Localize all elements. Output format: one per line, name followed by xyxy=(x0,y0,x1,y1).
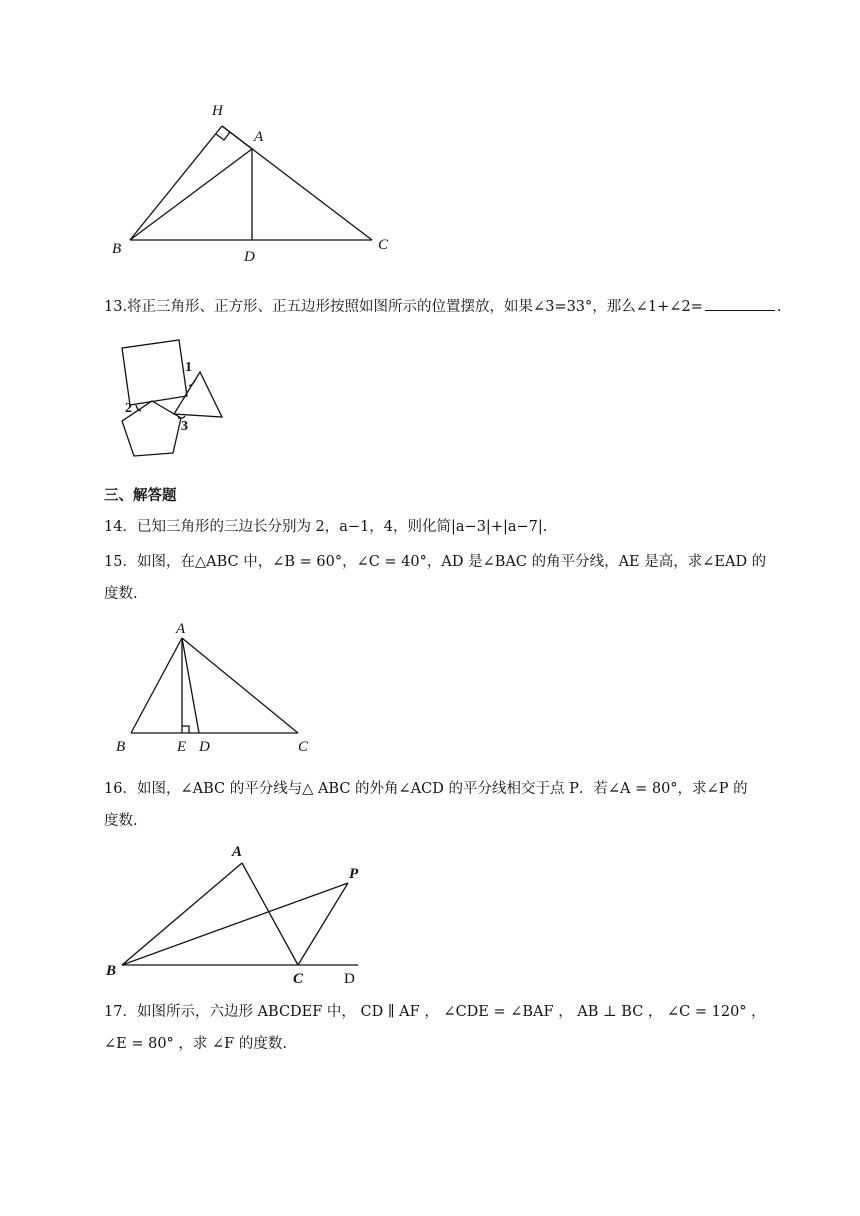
label-b: B xyxy=(106,963,117,979)
right-angle-mark-e xyxy=(182,726,189,733)
answer-blank xyxy=(705,296,775,311)
segment-ac xyxy=(182,638,298,733)
segment-bh xyxy=(130,126,222,240)
label-e: E xyxy=(177,739,187,755)
question-16-line2: 度数. xyxy=(104,813,138,829)
angle-label-1: 1 xyxy=(185,360,192,375)
label-d: D xyxy=(199,739,210,755)
segment-cp xyxy=(298,883,348,965)
angle-label-3: 3 xyxy=(181,419,188,434)
question-16-line1: 16．如图，∠ABC 的平分线与△ ABC 的外角∠ACD 的平分线相交于点 P．若∠A = 80°，求∠P 的 xyxy=(104,781,748,797)
angle-arc-1 xyxy=(189,380,195,386)
label-c: C xyxy=(378,237,389,253)
question-15-line2: 度数. xyxy=(104,586,138,602)
section-heading: 三、解答题 xyxy=(104,488,177,504)
segment-ac xyxy=(222,126,372,240)
question-17-line1: 17．如图所示，六边形 ABCDEF 中， CD ∥ AF ， ∠CDE = ∠BAF ， AB ⊥ BC ， ∠C = 120° ， xyxy=(104,1004,766,1020)
question-13-end: . xyxy=(776,299,782,315)
question-17-line2: ∠E = 80° ，求 ∠F 的度数. xyxy=(104,1036,287,1052)
label-a: A xyxy=(176,622,186,637)
figure-q15 xyxy=(110,622,330,757)
square-shape xyxy=(122,340,187,405)
segment-ad xyxy=(182,638,199,733)
question-14: 14．已知三角形的三边长分别为 2，a−1，4，则化简|a−3|+|a−7|. xyxy=(104,519,548,535)
segment-ab xyxy=(131,638,182,733)
segment-ba xyxy=(130,149,252,240)
label-d: D xyxy=(244,249,255,265)
angle-arc-2 xyxy=(136,405,141,411)
label-b: B xyxy=(112,241,122,257)
label-p: P xyxy=(349,866,359,882)
figure-q12 xyxy=(100,95,410,270)
segment-ba xyxy=(122,863,242,965)
label-h: H xyxy=(212,103,223,119)
question-15-line1: 15．如图，在△ABC 中，∠B = 60°，∠C = 40°，AD 是∠BAC 的角平分线，AE 是高，求∠EAD 的 xyxy=(104,554,767,570)
label-c: C xyxy=(293,971,304,987)
angle-label-2: 2 xyxy=(125,401,132,416)
question-13 xyxy=(104,296,781,317)
segment-bp xyxy=(122,883,348,965)
figure-q13 xyxy=(108,335,238,465)
right-angle-mark-h xyxy=(216,132,230,140)
label-d: D xyxy=(344,971,355,987)
label-a: A xyxy=(232,844,243,860)
label-b: B xyxy=(116,739,126,755)
question-13-text: 13.将正三角形、正方形、正五边形按照如图所示的位置摆放，如果∠3=33°，那么∠1+∠2= xyxy=(104,299,703,315)
figure-q16 xyxy=(100,838,390,988)
segment-ac xyxy=(242,863,298,965)
label-c: C xyxy=(298,739,309,755)
triangle-shape xyxy=(174,372,222,417)
label-a: A xyxy=(254,129,264,145)
